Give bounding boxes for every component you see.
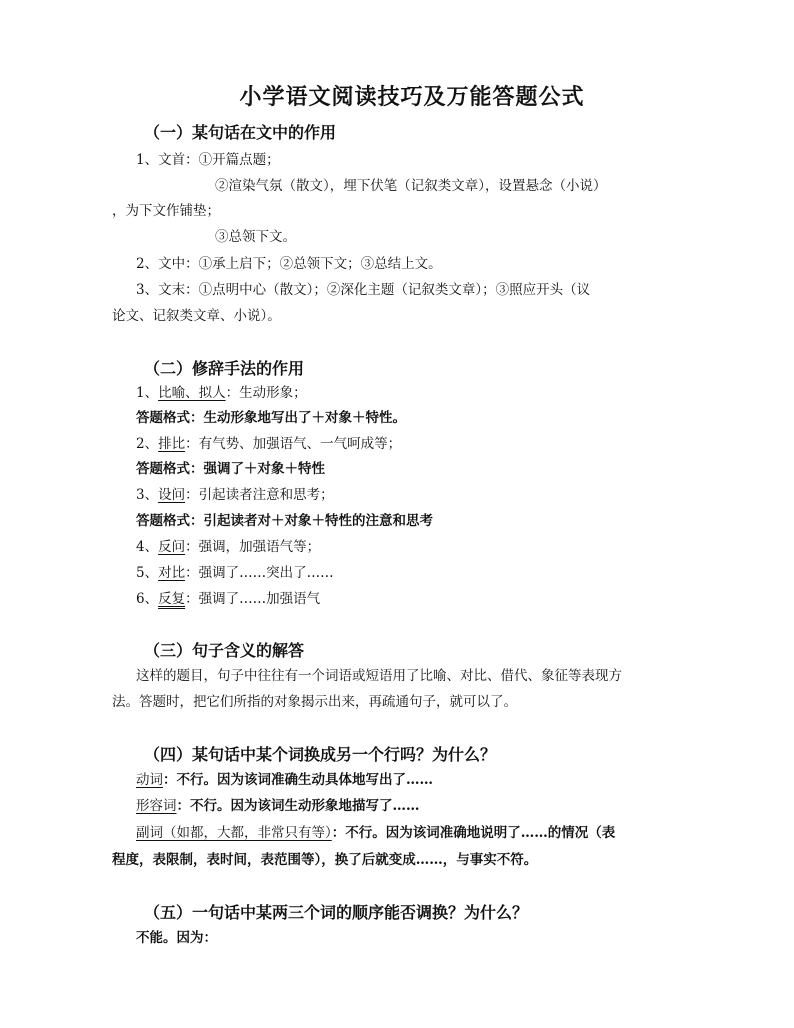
section-1-heading: （一）某句话在文中的作用 (144, 123, 337, 142)
word-class-term: 动词 (136, 772, 163, 788)
s1-line-1: 1、文首：①开篇点题； (136, 152, 280, 168)
item-number: 2、 (136, 436, 159, 452)
page-title: 小学语文阅读技巧及万能答题公式 (239, 85, 585, 110)
item-number: 3、 (136, 487, 159, 503)
item-text: ：强调了……加强语气 (185, 591, 321, 607)
item-text: ：强调，加强语气等； (185, 539, 321, 555)
item-text: ：生动形象； (225, 385, 307, 401)
item-number: 4、 (136, 539, 159, 555)
s2-answer-3: 答题格式：引起读者对＋对象＋特性的注意和思考 (136, 513, 433, 529)
word-class-term: 形容词 (136, 798, 177, 814)
s2-item-6 (136, 589, 320, 609)
s1-line-2: ②渲染气氛（散文），埋下伏笔（记叙类文章），设置悬念（小说） (215, 178, 607, 194)
item-text: ：引起读者注意和思考； (185, 487, 334, 503)
rhetoric-term: 反复 (158, 591, 186, 607)
s4-reason-adverb (136, 823, 615, 843)
s4-reason-continuation: 程度，表限制，表时间，表范围等），换了后就变成……，与事实不符。 (112, 852, 538, 868)
s2-item-1 (136, 383, 307, 403)
reason-text: ：不行。因为该词生动形象地描写了…… (176, 798, 420, 814)
s2-item-5 (136, 563, 334, 583)
rhetoric-term: 比喻、拟人 (158, 385, 226, 401)
s3-paragraph-line-2: 法。答题时，把它们所指的对象揭示出来，再疏通句子，就可以了。 (112, 694, 517, 710)
s1-line-5: 2、文中：①承上启下；②总领下文；③总结上文。 (136, 256, 442, 272)
section-2-heading: （二）修辞手法的作用 (144, 359, 305, 378)
rhetoric-term: 对比 (158, 565, 186, 581)
s2-item-2 (136, 434, 401, 454)
item-number: 6、 (136, 591, 159, 607)
s1-line-4: ③总领下文。 (215, 229, 296, 245)
item-number: 5、 (136, 565, 159, 581)
rhetoric-term: 设问 (158, 487, 186, 503)
s1-line-6: 3、文末：①点明中心（散文）；②深化主题（记叙类文章）；③照应开头（议 (136, 282, 591, 298)
rhetoric-term: 排比 (158, 436, 186, 452)
section-3-heading: （三）句子含义的解答 (144, 641, 305, 660)
reason-text: ：不行。因为该词准确生动具体地写出了…… (163, 772, 433, 788)
item-text: ：强调了……突出了…… (185, 565, 334, 581)
word-class-term: 副词（如都，大都，非常只有等） (136, 825, 332, 841)
s2-answer-2: 答题格式：强调了＋对象＋特性 (136, 461, 325, 477)
s2-answer-1: 答题格式：生动形象地写出了＋对象＋特性。 (136, 410, 406, 426)
s2-item-3 (136, 485, 334, 505)
s4-reason-verb (136, 770, 433, 790)
s2-item-4 (136, 537, 320, 557)
s5-line-1: 不能。因为： (136, 930, 217, 946)
s3-paragraph-line-1: 这样的题目，句子中往往有一个词语或短语用了比喻、对比、借代、象征等表现方 (136, 668, 622, 684)
rhetoric-term: 反问 (158, 539, 186, 555)
s4-reason-adjective (136, 796, 420, 816)
item-number: 1、 (136, 385, 159, 401)
reason-text: ：不行。因为该词准确地说明了……的情况（表 (331, 825, 616, 841)
s1-line-3: ，为下文作铺垫； (112, 203, 220, 219)
s1-line-7: 论文、记叙类文章、小说）。 (112, 308, 281, 324)
section-5-heading: （五）一句话中某两三个词的顺序能否调换？为什么？ (144, 903, 529, 922)
item-text: ：有气势、加强语气、一气呵成等； (185, 436, 402, 452)
section-4-heading: （四）某句话中某个词换成另一个行吗？为什么？ (144, 745, 497, 764)
